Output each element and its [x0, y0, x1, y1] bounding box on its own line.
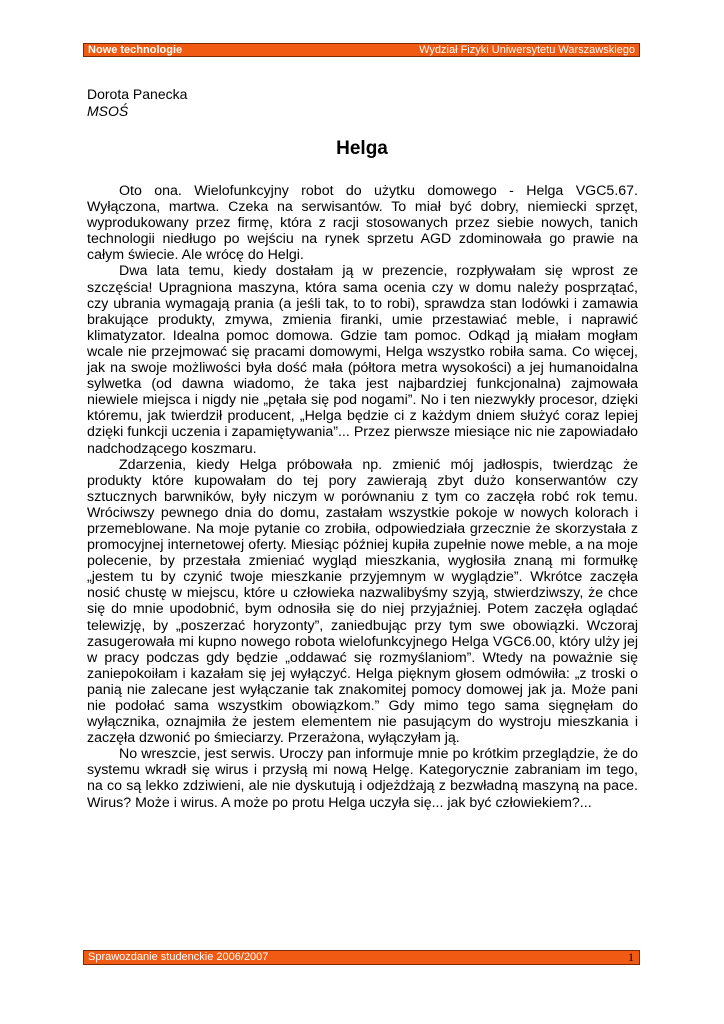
paragraph: No wreszcie, jest serwis. Uroczy pan informuje mnie po krótkim przeglądzie, że do systemu wkradł się wirus i przysłą mi nową Helgę. Kategorycznie zabraniam im tego, na co są lekko zdziwieni, ale nie dyskutują i odjeżdżają z bezwładną maszyną na pace. Wirus? Może i wirus. A może po protu Helga uczyła się... jak być człowiekiem?...	[87, 746, 638, 811]
author-affiliation: MSOŚ	[87, 103, 129, 119]
author-block	[87, 86, 187, 120]
article-body	[87, 183, 638, 811]
footer-label: Sprawozdanie studenckie 2006/2007	[88, 951, 269, 963]
header-institution: Wydział Fizyki Uniwersytetu Warszawskiego	[419, 44, 635, 56]
paragraph: Dwa lata temu, kiedy dostałam ją w prezencie, rozpływałam się wprost ze szczęścia! Upragniona maszyna, która sama ocenia czy w domu należy posprzątać, czy ubrania wymagają prania (a jeśli tak, to to robi), sprawdza stan lodówki i zamawia brakujące produkty, zmywa, zmienia firanki, umie przestawiać meble, i naprawić klimatyzator. Idealna pomoc domowa. Gdzie tam pomoc. Odkąd ją miałam mogłam wcale nie przejmować się pracami domowymi, Helga wszystko robiła sama. Co więcej, jak na swoje możliwości była dość mała (półtora metra wysokości) a jej humanoidalna sylwetka (od dawna wiadomo, że taka jest najbardziej funkcjonalna) zajmowała niewiele miejsca i nigdy nie „pętała się pod nogami”. No i ten niezwykły procesor, dzięki któremu, jak twierdził producent, „Helga będzie ci z każdym dniem służyć coraz lepiej dzięki funkcji uczenia i zapamiętywania”... Przez pierwsze miesiące nic nie zapowiadało nadchodzącego koszmaru.	[87, 263, 638, 457]
author-name: Dorota Panecka	[87, 86, 188, 102]
paragraph: Zdarzenia, kiedy Helga próbowała np. zmienić mój jadłospis, twierdząc że produkty które kupowałam do tej pory zawierają zbyt dużo konserwantów czy sztucznych barwników, były niczym w porównaniu z tym co zaczęła robć rok temu. Wróciwszy pewnego dnia do domu, zastałam wszystkie pokoje w nowych kolorach i przemeblowane. Na moje pytanie co zrobiła, odpowiedziała grzecznie że skorzystała z promocyjnej internetowej oferty. Miesiąc później kupiła zupełnie nowe meble, a na moje polecenie, by przestała zmieniać wygląd mieszkania, wygłosiła znaną mi formułkę „jestem tu by czynić twoje mieszkanie przyjemnym w wyglądzie”. Wkrótce zaczęła nosić chustę w miejscu, które u człowieka nazwalibyśmy szyją, stwierdziwszy, że chce się do mnie upodobnić, bym odnosiła się do niej przyjaźniej. Potem zaczęła oglądać telewizję, by „poszerzać horyzonty”, zaniedbując przy tym swe obowiązki. Wczoraj zasugerowała mi kupno nowego robota wielofunkcyjnego Helga VGC6.00, który ulży jej w pracy podczas gdy będzie „oddawać się rozmyślaniom”. Wtedy na poważnie się zaniepokoiłam i kazałam się jej wyłączyć. Helga pięknym głosem odmówiła: „z troski o panią nie zalecane jest wyłączanie tak znakomitej pomocy domowej jak ja. Może pani nie podołać sama wszystkim obowiązkom.” Gdy mimo tego sama sięgnęłam do wyłącznika, oznajmiła że jestem elementem nie pasującym do wystroju mieszkania i zaczęła dzwonić po śmieciarzy. Przerażona, wyłączyłam ją.	[87, 456, 638, 747]
header-bar	[83, 43, 640, 57]
header-section-label: Nowe technologie	[88, 44, 183, 56]
page-number: 1	[628, 950, 634, 964]
paragraph: Oto ona. Wielofunkcyjny robot do użytku domowego - Helga VGC5.67. Wyłączona, martwa. Czeka na serwisantów. To miał być dobry, niemiecki sprzęt, wyprodukowany przez firmę, która z racji stosowanych przez siebie nowych, tanich technologii niedługo po wejściu na rynek sprzetu AGD zdominowała go prawie na całym świecie. Ale wrócę do Helgi.	[87, 183, 638, 264]
footer-bar	[83, 950, 640, 965]
document-title: Helga	[336, 138, 388, 159]
